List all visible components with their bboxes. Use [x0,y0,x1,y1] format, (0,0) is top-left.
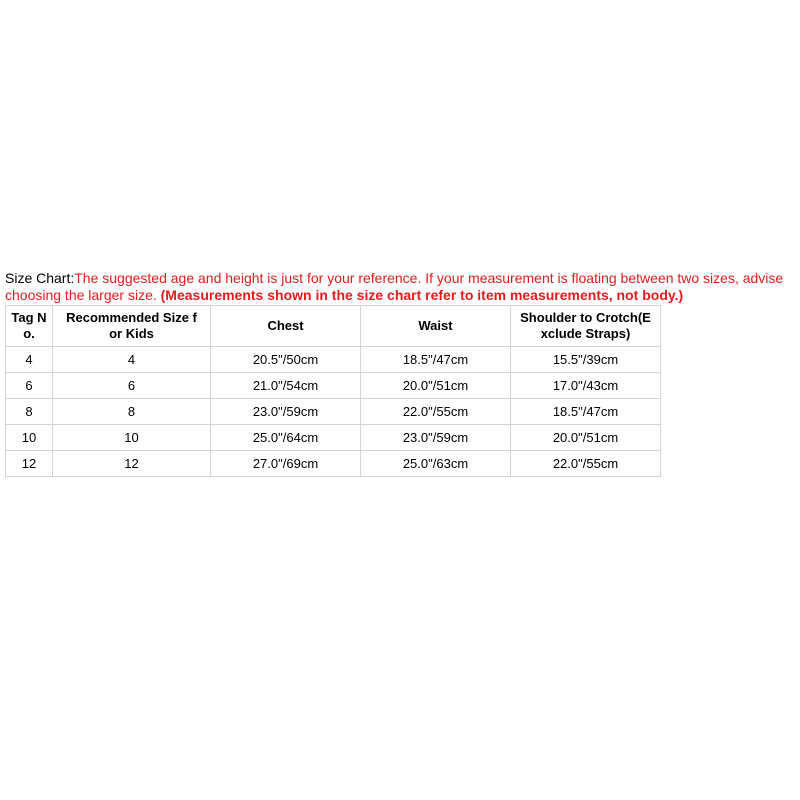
header-chest [211,306,361,347]
header-line: Tag N [11,310,47,325]
cell-waist: 20.0"/51cm [361,373,511,399]
header-tag-no [6,306,53,347]
cell-chest: 21.0"/54cm [211,373,361,399]
cell-tag-no: 6 [6,373,53,399]
cell-recommended-size: 10 [53,425,211,451]
cell-shoulder-to-crotch: 15.5"/39cm [511,347,661,373]
notice-prefix: Size Chart: [5,270,75,286]
header-line: Shoulder to Crotch(E [520,310,651,325]
cell-chest: 25.0"/64cm [211,425,361,451]
cell-recommended-size: 4 [53,347,211,373]
cell-waist: 25.0"/63cm [361,451,511,477]
header-line: Chest [267,318,304,333]
notice-emphasis: (Measurements shown in the size chart refer to item measurements, not body.) [160,287,684,303]
header-line: Recommended Size f [66,310,197,325]
header-shoulder-to-crotch [511,306,661,347]
cell-tag-no: 10 [6,425,53,451]
cell-chest: 27.0"/69cm [211,451,361,477]
table-row [6,373,661,399]
cell-shoulder-to-crotch: 18.5"/47cm [511,399,661,425]
cell-shoulder-to-crotch: 17.0"/43cm [511,373,661,399]
cell-waist: 22.0"/55cm [361,399,511,425]
table-row [6,425,661,451]
cell-tag-no: 8 [6,399,53,425]
table-row [6,451,661,477]
cell-waist: 23.0"/59cm [361,425,511,451]
header-line: Waist [418,318,453,333]
notice-message: The suggested age and height is just for your reference. If your measurement is floating between two sizes, advise choosing the larger size. [5,270,784,303]
header-waist [361,306,511,347]
header-line: xclude Straps) [540,326,631,341]
cell-tag-no: 12 [6,451,53,477]
cell-shoulder-to-crotch: 22.0"/55cm [511,451,661,477]
size-chart-notice [5,270,800,304]
table-row [6,347,661,373]
cell-chest: 23.0"/59cm [211,399,361,425]
cell-chest: 20.5"/50cm [211,347,361,373]
cell-waist: 18.5"/47cm [361,347,511,373]
table-row [6,399,661,425]
header-line: or Kids [109,326,154,341]
table-header-row [6,306,661,347]
cell-recommended-size: 12 [53,451,211,477]
cell-recommended-size: 6 [53,373,211,399]
cell-tag-no: 4 [6,347,53,373]
size-chart-table [5,305,661,477]
header-recommended-size [53,306,211,347]
cell-recommended-size: 8 [53,399,211,425]
cell-shoulder-to-crotch: 20.0"/51cm [511,425,661,451]
header-line: o. [23,326,35,341]
